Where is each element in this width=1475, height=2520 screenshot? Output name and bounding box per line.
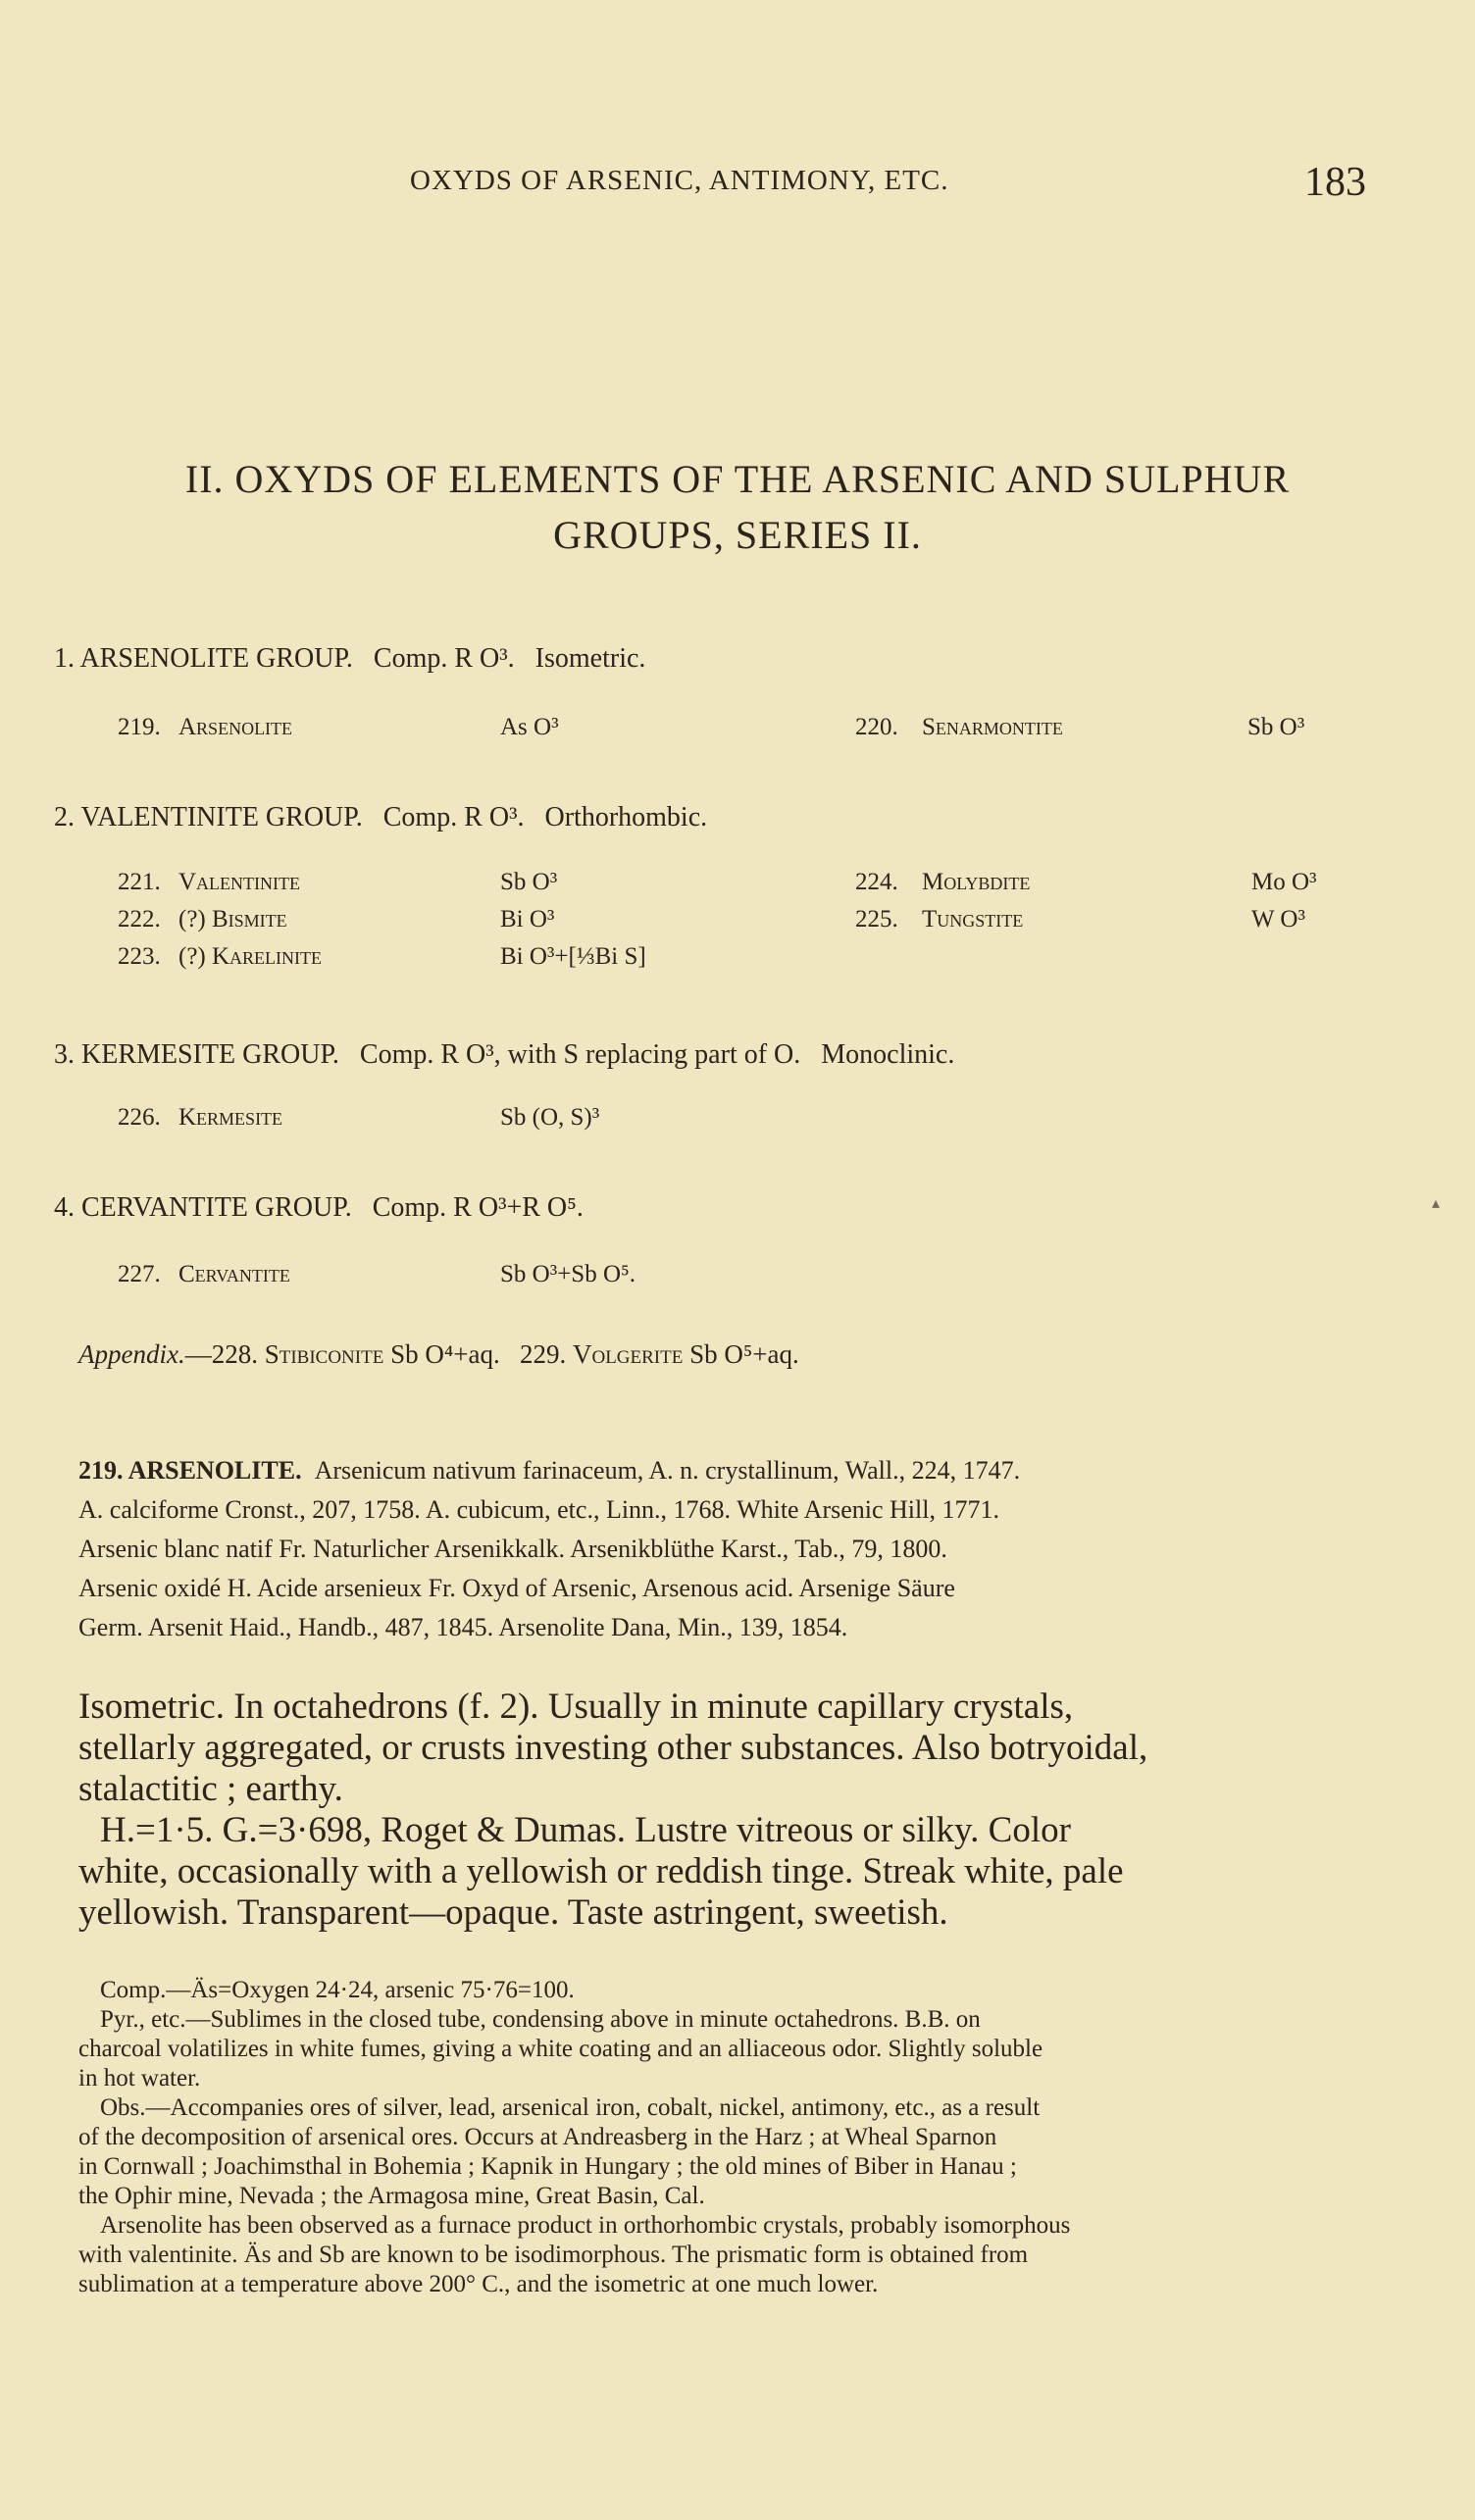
- synonymy-line: Germ. Arsenit Haid., Handb., 487, 1845. Arsenolite Dana, Min., 139, 1854.: [78, 1613, 848, 1641]
- species-formula: Mo O³: [1251, 869, 1317, 895]
- table-row: [0, 1104, 1475, 1137]
- species-name: (?) Karelinite: [178, 943, 323, 970]
- page-number: 183: [1304, 160, 1366, 205]
- section-title-line1: II. OXYDS OF ELEMENTS OF THE ARSENIC AND SULPHUR: [184, 457, 1291, 501]
- species-name: Molybdite: [922, 869, 1031, 895]
- species-formula: W O³: [1251, 906, 1305, 932]
- group-heading: [54, 1192, 584, 1224]
- species-name: Arsenolite: [178, 714, 293, 740]
- notes-line: sublimation at a temperature above 200° C., and the isometric at one much lower.: [78, 2271, 879, 2297]
- appendix-label: Appendix.: [78, 1339, 185, 1369]
- section-title-line2: GROUPS, SERIES II.: [553, 513, 922, 557]
- appendix-text: Sb O⁵+aq.: [683, 1339, 799, 1369]
- synonymy-text: Arsenicum nativum farinaceum, A. n. crystallinum, Wall., 224, 1747.: [314, 1456, 1021, 1485]
- notes-line: in Cornwall ; Joachimsthal in Bohemia ; Kapnik in Hungary ; the old mines of Biber in Hanau ;: [78, 2153, 1017, 2180]
- notes-line: of the decomposition of arsenical ores. Occurs at Andreasberg in the Harz ; at Wheal Sparnon: [78, 2124, 997, 2150]
- table-row: [0, 943, 1475, 977]
- species-formula: As O³: [500, 714, 559, 740]
- species-formula: Bi O³+[⅓Bi S]: [500, 943, 646, 970]
- species-number: 226.: [118, 1104, 161, 1131]
- appendix-line: [78, 1339, 799, 1370]
- print-mark-icon: ▴: [1432, 1195, 1441, 1212]
- synonymy-block: [78, 1451, 1393, 1647]
- description-line: yellowish. Transparent—opaque. Taste astringent, sweetish.: [78, 1892, 948, 1933]
- synonymy-line: Arsenic blanc natif Fr. Naturlicher Arsenikkalk. Arsenikblüthe Karst., Tab., 79, 1800.: [78, 1535, 947, 1563]
- table-row: [0, 869, 1475, 902]
- species-formula: Sb O³: [500, 869, 558, 895]
- group-composition: Comp. R O³.: [382, 802, 525, 832]
- species-name: Stibiconite: [264, 1339, 384, 1369]
- species-number: 220.: [855, 714, 898, 740]
- species-name: Kermesite: [178, 1104, 283, 1131]
- species-name: Cervantite: [178, 1261, 290, 1287]
- synonymy-line: Arsenic oxidé H. Acide arsenieux Fr. Oxyd of Arsenic, Arsenous acid. Arsenige Säure: [78, 1574, 955, 1602]
- notes-line: Comp.—Äs=Oxygen 24·24, arsenic 75·76=100.: [100, 1977, 575, 2003]
- notes-block: [78, 1976, 1393, 2299]
- description-block: [78, 1687, 1393, 1934]
- species-name: Senarmontite: [922, 714, 1063, 740]
- notes-line: Pyr., etc.—Sublimes in the closed tube, condensing above in minute octahedrons. B.B. on: [100, 2006, 981, 2033]
- species-name: Valentinite: [178, 869, 301, 895]
- group-title: 3. KERMESITE GROUP.: [54, 1039, 339, 1070]
- description-line: H.=1·5. G.=3·698, Roget & Dumas. Lustre vitreous or silky. Color: [100, 1810, 1071, 1850]
- entry-title: 219. ARSENOLITE.: [78, 1456, 302, 1485]
- species-formula: Sb O³+Sb O⁵.: [500, 1261, 636, 1287]
- notes-line: Obs.—Accompanies ores of silver, lead, arsenical iron, cobalt, nickel, antimony, etc., as a result: [100, 2094, 1041, 2121]
- running-header: OXYDS OF ARSENIC, ANTIMONY, ETC.: [410, 165, 949, 196]
- notes-line: with valentinite. Äs and Sb are known to be isodimorphous. The prismatic form is obtained from: [78, 2242, 1029, 2268]
- species-formula: Sb (O, S)³: [500, 1104, 600, 1131]
- group-composition: Comp. R O³+R O⁵.: [372, 1192, 584, 1223]
- group-heading: [54, 643, 645, 675]
- group-title: 1. ARSENOLITE GROUP.: [54, 643, 353, 674]
- notes-line: Arsenolite has been observed as a furnace product in orthorhombic crystals, probably isomorphous: [100, 2212, 1071, 2239]
- group-heading: [54, 802, 707, 833]
- group-composition: Comp. R O³.: [373, 643, 515, 674]
- group-system: Orthorhombic.: [544, 802, 708, 832]
- group-title: 2. VALENTINITE GROUP.: [54, 802, 363, 832]
- group-system: Isometric.: [534, 643, 646, 674]
- species-number: 222.: [118, 906, 161, 932]
- table-row: [0, 714, 1475, 747]
- table-row: [0, 1261, 1475, 1294]
- species-number: 221.: [118, 869, 161, 895]
- description-line: stellarly aggregated, or crusts investing other substances. Also botryoidal,: [78, 1728, 1148, 1768]
- species-number: 219.: [118, 714, 161, 740]
- table-row: [0, 906, 1475, 939]
- description-line: stalactitic ; earthy.: [78, 1769, 343, 1809]
- description-line: Isometric. In octahedrons (f. 2). Usually in minute capillary crystals,: [78, 1687, 1074, 1727]
- group-composition: Comp. R O³, with S replacing part of O.: [359, 1039, 801, 1070]
- species-number: 223.: [118, 943, 161, 970]
- synonymy-line: A. calciforme Cronst., 207, 1758. A. cubicum, etc., Linn., 1768. White Arsenic Hill, 1771.: [78, 1495, 999, 1524]
- species-name: Volgerite: [572, 1339, 684, 1369]
- species-number: 227.: [118, 1261, 161, 1287]
- notes-line: in hot water.: [78, 2065, 201, 2092]
- appendix-text: —228.: [184, 1339, 265, 1369]
- group-system: Monoclinic.: [821, 1039, 955, 1070]
- appendix-text: Sb O⁴+aq. 229.: [383, 1339, 573, 1369]
- description-line: white, occasionally with a yellowish or reddish tinge. Streak white, pale: [78, 1851, 1124, 1891]
- species-name: (?) Bismite: [178, 906, 287, 932]
- species-name: Tungstite: [922, 906, 1024, 932]
- species-number: 224.: [855, 869, 898, 895]
- notes-line: the Ophir mine, Nevada ; the Armagosa mine, Great Basin, Cal.: [78, 2183, 705, 2209]
- group-heading: [54, 1039, 954, 1071]
- species-formula: Bi O³: [500, 906, 555, 932]
- species-number: 225.: [855, 906, 898, 932]
- species-formula: Sb O³: [1247, 714, 1305, 740]
- synonymy-line: [78, 1451, 1393, 1490]
- notes-line: charcoal volatilizes in white fumes, giving a white coating and an alliaceous odor. Slightly soluble: [78, 2036, 1043, 2062]
- group-title: 4. CERVANTITE GROUP.: [54, 1192, 352, 1223]
